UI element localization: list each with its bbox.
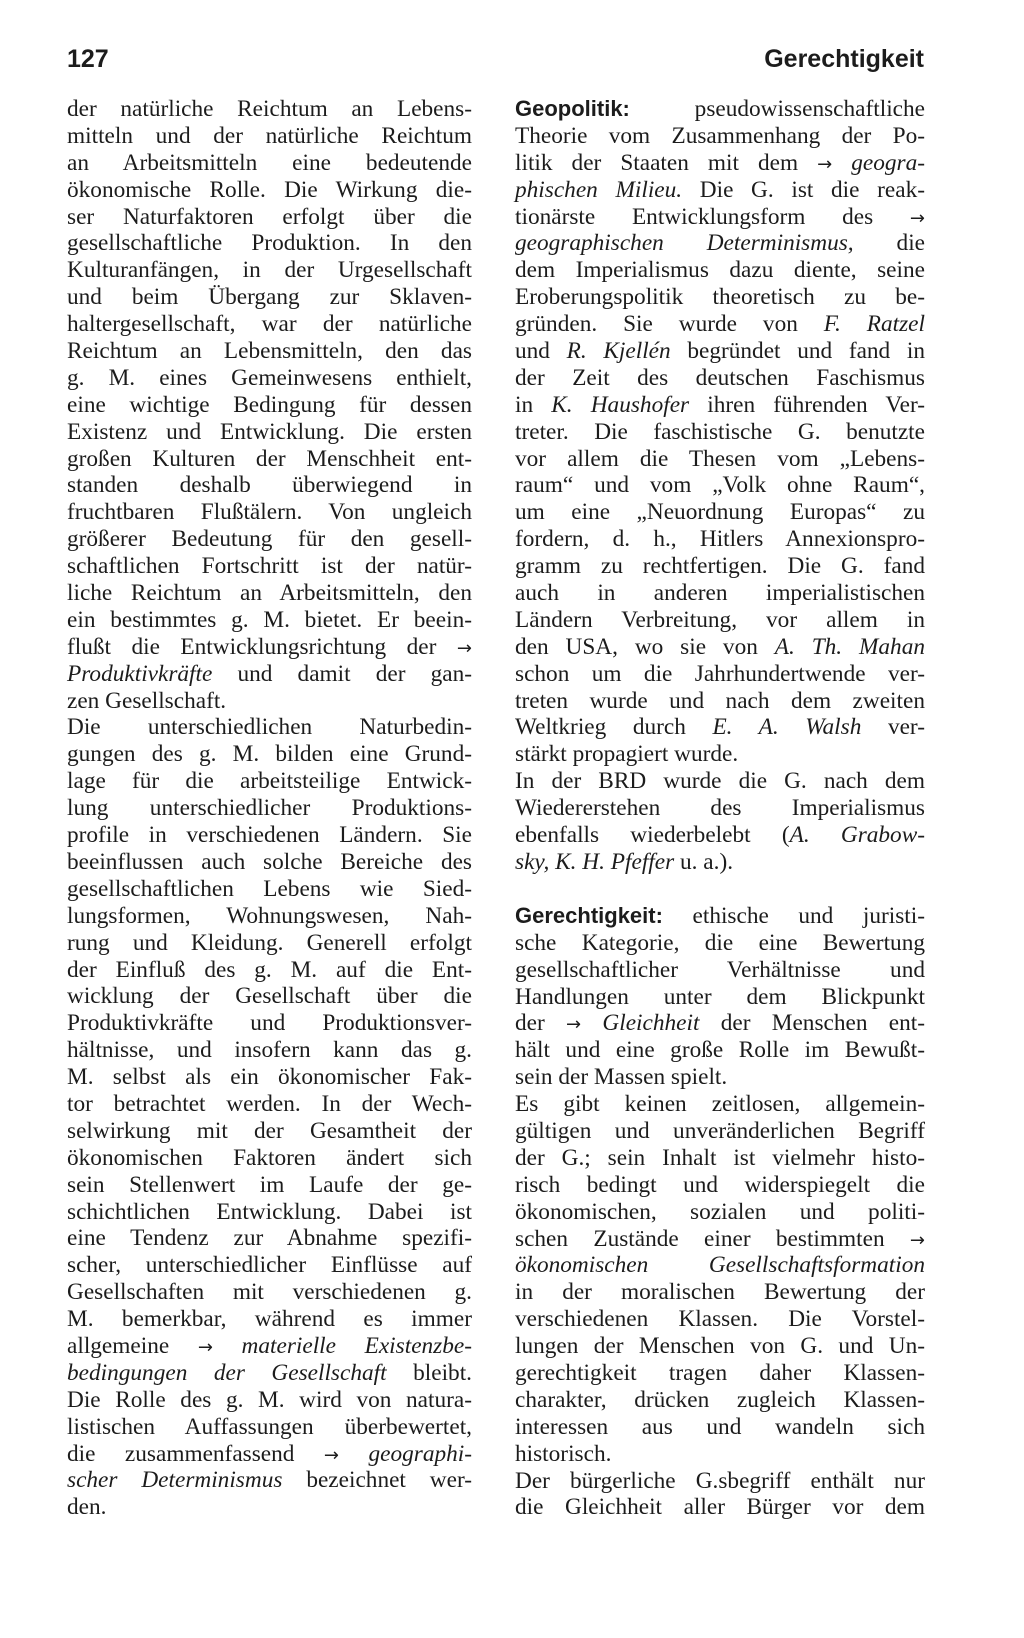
text-line: schon um die Jahrhundertwende ver- [515, 660, 925, 687]
text-line: treter. Die faschistische G. benutzte [515, 418, 925, 445]
text-line: Kulturanfängen, in der Urgesellschaft [67, 257, 472, 284]
text-line [515, 822, 925, 849]
cross-reference: geographi- [368, 1440, 473, 1467]
text-line: Der bürgerliche G.sbegriff enthält nur [515, 1467, 925, 1494]
line-segment: gründen. Sie wurde von [515, 311, 798, 338]
text-line: der Einfluß des g. M. auf die Ent- [67, 956, 472, 983]
text-line: schichtlichen Entwicklung. Dabei ist [67, 1198, 472, 1225]
line-segment: ver- [887, 714, 925, 741]
text-line: ökonomischen Faktoren ändert sich [67, 1144, 472, 1171]
text-line: ökonomische Rolle. Die Wirkung die- [67, 176, 472, 203]
text-line: sein Stellenwert im Laufe der ge- [67, 1171, 472, 1198]
text-line [67, 1441, 472, 1468]
right-arrow-icon: → [909, 1229, 925, 1251]
right-arrow-icon: → [456, 637, 472, 659]
text-line [515, 177, 925, 204]
text-line [515, 1252, 925, 1279]
text-line: hält und eine große Rolle im Bewußt- [515, 1037, 925, 1064]
line-segment: der Menschen ent- [720, 1010, 925, 1037]
text-line: ser Naturfaktoren erfolgt über die [67, 203, 472, 230]
text-line [515, 392, 925, 419]
page-number: 127 [67, 45, 109, 73]
cross-reference: phischen Milieu. [515, 176, 683, 203]
person-name: F. Ratzel [823, 311, 926, 338]
person-name: R. Kjellén [566, 338, 671, 365]
text-line [67, 634, 472, 661]
text-line: haltergesellschaft, war der natürliche [67, 311, 472, 338]
text-line: der Zeit des deutschen Faschismus [515, 364, 925, 391]
text-line: lung unterschiedlicher Produktions- [67, 795, 472, 822]
text-line: gungen des g. M. bilden eine Grund- [67, 741, 472, 768]
text-line: die Gleichheit aller Bürger vor dem [515, 1494, 925, 1521]
text-line: Existenz und Entwicklung. Die ersten [67, 418, 472, 445]
text-line [515, 1010, 925, 1037]
right-arrow-icon: → [566, 1014, 582, 1036]
text-line [67, 661, 472, 688]
line-segment: ihren führenden Ver- [707, 391, 925, 418]
text-line: sein der Massen spielt. [515, 1064, 728, 1091]
text-line: Ländern Verbreitung, vor allem in [515, 606, 925, 633]
line-segment: ethische und juristi- [692, 902, 926, 929]
entry-gerechtigkeit [515, 903, 925, 1521]
line-segment: allgemeine [67, 1332, 170, 1359]
text-line [515, 338, 925, 365]
text-line: fordern, d. h., Hitlers Annexionspro- [515, 526, 925, 553]
text-line: Es gibt keinen zeitlosen, allgemein- [515, 1091, 925, 1118]
text-line: und beim Übergang zur Sklaven- [67, 284, 472, 311]
text-line: wicklung der Gesellschaft über die [67, 983, 472, 1010]
text-line [515, 634, 925, 661]
person-name: E. A. Walsh [712, 714, 862, 741]
person-name: A. Grabow- [789, 822, 925, 849]
text-line: g. M. eines Gemeinwesens enthielt, [67, 364, 472, 391]
text-line: Die unterschiedlichen Naturbedin- [67, 714, 472, 741]
entry-lemma: Gerechtigkeit: [515, 902, 663, 928]
text-line: treten wurde und nach dem zweiten [515, 687, 925, 714]
text-line: profile in verschiedenen Ländern. Sie [67, 822, 472, 849]
text-line: rung und Kleidung. Generell erfolgt [67, 929, 472, 956]
text-line: standen deshalb überwiegend in [67, 472, 472, 499]
line-segment: ebenfalls wiederbelebt ( [515, 822, 790, 849]
text-line: scher, unterschiedlicher Einflüsse auf [67, 1252, 472, 1279]
cross-reference: Gleichheit [602, 1010, 700, 1037]
text-line: ökonomischen, sozialen und politi- [515, 1198, 925, 1225]
text-line: lage für die arbeitsteilige Entwick- [67, 768, 472, 795]
entry-geopolitik [515, 96, 925, 876]
person-name: K. Haushofer [551, 391, 690, 418]
cross-reference: Produktivkräfte [67, 660, 213, 687]
line-segment: tionärste Entwicklungsform des [515, 203, 874, 230]
text-line: raum“ und vom „Volk ohne Raum“, [515, 472, 925, 499]
text-line [515, 1226, 925, 1253]
right-arrow-icon: → [197, 1336, 213, 1358]
text-line: gesellschaftlichen Lebens wie Sied- [67, 875, 472, 902]
text-line [515, 230, 925, 257]
text-line: stärkt propagiert wurde. [515, 741, 739, 768]
text-line: M. selbst als ein ökonomischer Fak- [67, 1064, 472, 1091]
text-line: Gesellschaften mit verschiedenen g. [67, 1279, 472, 1306]
text-line: hältnisse, und insofern kann das g. [67, 1037, 472, 1064]
text-line: größerer Bedeutung für den gesell- [67, 526, 472, 553]
text-line: sche Kategorie, die eine Bewertung [515, 929, 925, 956]
text-line: Die Rolle des g. M. wird von natura- [67, 1386, 472, 1413]
text-line [515, 849, 925, 876]
text-line: um eine „Neuordnung Europas“ zu [515, 499, 925, 526]
text-line [67, 1360, 472, 1387]
text-line: vor allem die Thesen vom „Lebens- [515, 445, 925, 472]
line-segment: der [515, 1010, 545, 1037]
text-line: lungen der Menschen von G. und Un- [515, 1333, 925, 1360]
text-line: auch in anderen imperialistischen [515, 580, 925, 607]
line-segment: bleibt. [413, 1359, 472, 1386]
person-name: sky, K. H. Pfeffer [515, 848, 675, 875]
entry-lemma: Geopolitik: [515, 96, 630, 121]
running-title: Gerechtigkeit [764, 45, 924, 73]
text-line: lungsformen, Wohnungswesen, Nah- [67, 902, 472, 929]
text-line: Produktivkräfte und Produktionsver- [67, 1010, 472, 1037]
person-name: A. Th. Mahan [774, 633, 926, 660]
text-line [515, 96, 925, 123]
text-line [67, 1467, 472, 1494]
right-column [515, 96, 925, 1521]
text-line: gültigen und unveränderlichen Begriff [515, 1117, 925, 1144]
line-segment: in [515, 391, 534, 418]
text-line: gramm zu rechtfertigen. Die G. fand [515, 553, 925, 580]
text-line: gesellschaftliche Produktion. In den [67, 230, 472, 257]
text-line: interessen aus und wandeln sich [515, 1413, 925, 1440]
text-line [515, 714, 925, 741]
line-segment: litik der Staaten mit dem [515, 149, 799, 176]
text-line: in der moralischen Bewertung der [515, 1279, 925, 1306]
cross-reference: geogra- [851, 149, 925, 176]
text-line: der G.; sein Inhalt ist vielmehr histo- [515, 1144, 925, 1171]
text-line: gerechtigkeit tragen daher Klassen- [515, 1359, 925, 1386]
right-arrow-icon: → [909, 207, 925, 229]
text-line: charakter, drücken zugleich Klassen- [515, 1386, 925, 1413]
line-segment: pseudowissenschaftliche [694, 96, 925, 122]
text-line: verschiedenen Klassen. Die Vorstel- [515, 1306, 925, 1333]
text-line: Handlungen unter dem Blickpunkt [515, 983, 925, 1010]
text-line [67, 1333, 472, 1360]
text-line: großen Kulturen der Menschheit ent- [67, 445, 472, 472]
text-line: historisch. [515, 1440, 612, 1467]
text-line: schaftlichen Fortschritt ist der natür- [67, 553, 472, 580]
cross-reference: materielle Existenzbe- [241, 1332, 472, 1359]
line-segment: bezeichnet wer- [306, 1467, 473, 1494]
text-line: tor betrachtet werden. In der Wech- [67, 1090, 472, 1117]
entry-separator [515, 876, 925, 903]
right-arrow-icon: → [323, 1444, 340, 1466]
text-line: In der BRD wurde die G. nach dem [515, 768, 925, 795]
cross-reference: ökonomischen Gesellschaftsformation [515, 1252, 925, 1279]
line-segment: Weltkrieg durch [515, 714, 686, 741]
cross-reference: scher Determinismus [67, 1467, 283, 1494]
text-line: eine wichtige Bedingung für dessen [67, 391, 472, 418]
line-segment: flußt die Entwicklungsrichtung der [67, 633, 437, 660]
line-segment: schen Zustände einer bestimmten [515, 1225, 885, 1252]
line-segment: und [515, 338, 550, 365]
text-line [515, 903, 925, 930]
line-segment: die [896, 230, 926, 257]
line-segment: Die G. ist die reak- [699, 176, 925, 203]
text-line: selwirkung mit der Gesamtheit der [67, 1117, 472, 1144]
text-line: mitteln und der natürliche Reichtum [67, 122, 472, 149]
left-column [67, 96, 472, 1521]
text-line: listischen Auffassungen überbewertet, [67, 1413, 472, 1440]
text-line: eine Tendenz zur Abnahme spezifi- [67, 1225, 472, 1252]
cross-reference: bedingungen der Gesellschaft [67, 1359, 387, 1386]
text-line: den. [67, 1494, 107, 1521]
text-line [515, 204, 925, 231]
text-line: zen Gesellschaft. [67, 687, 227, 714]
text-line: gesellschaftlicher Verhältnisse und [515, 956, 925, 983]
line-segment: die zusammenfassend [67, 1440, 295, 1467]
text-line: Reichtum an Lebensmitteln, den das [67, 338, 472, 365]
text-line: an Arbeitsmitteln eine bedeutende [67, 149, 472, 176]
text-line: Theorie vom Zusammenhang der Po- [515, 122, 925, 149]
text-line: M. bemerkbar, während es immer [67, 1306, 472, 1333]
line-segment: u. a.). [680, 848, 734, 875]
text-line: risch bedingt und widerspiegelt die [515, 1171, 925, 1198]
line-segment: den USA, wo sie von [515, 633, 758, 660]
right-arrow-icon: → [817, 153, 833, 175]
text-line [515, 150, 925, 177]
text-line: Eroberungspolitik theoretisch zu be- [515, 284, 925, 311]
cross-reference: geographischen Determinismus, [515, 230, 854, 257]
text-line: der natürliche Reichtum an Lebens- [67, 96, 472, 122]
text-line: Wiedererstehen des Imperialismus [515, 795, 925, 822]
text-line: ein bestimmtes g. M. bietet. Er beein- [67, 606, 472, 633]
text-line: dem Imperialismus dazu diente, seine [515, 257, 925, 284]
line-segment: begründet und fand in [687, 338, 926, 365]
text-line: beeinflussen auch solche Bereiche des [67, 848, 472, 875]
line-segment: und damit der gan- [237, 660, 472, 687]
text-line: fruchtbaren Flußtälern. Von ungleich [67, 499, 472, 526]
text-line: liche Reichtum an Arbeitsmitteln, den [67, 580, 472, 607]
text-line [515, 311, 925, 338]
